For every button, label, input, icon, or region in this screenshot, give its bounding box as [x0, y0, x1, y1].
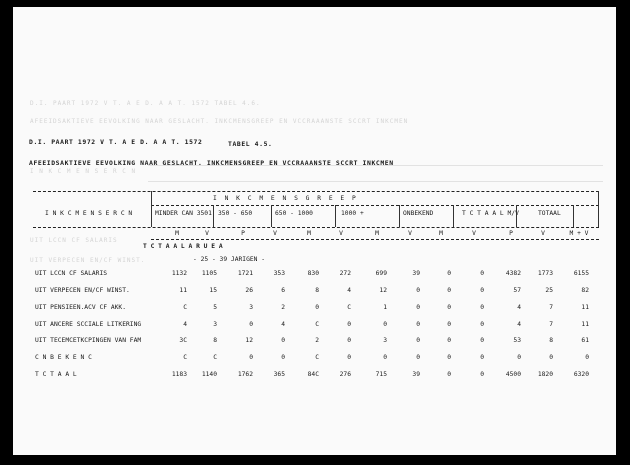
table-cell: 39: [412, 270, 420, 277]
table-cell: 7: [549, 321, 553, 328]
row-label: UIT TECEMCETKCPINGEN VAN FAM: [35, 337, 142, 344]
table-cell: 53: [513, 337, 521, 344]
table-cell: 0: [347, 337, 351, 344]
rule-sex: [151, 239, 599, 240]
table-cell: 0: [281, 337, 285, 344]
column-divider: [335, 205, 336, 227]
table-cell: 0: [447, 287, 451, 294]
table-cell: 2: [281, 304, 285, 311]
table-cell: 15: [209, 287, 217, 294]
sex-header: M + V: [569, 230, 589, 237]
table-cell: 0: [416, 304, 420, 311]
table-cell: C: [347, 304, 351, 311]
table-cell: 6320: [573, 371, 589, 378]
table-cell: 8: [315, 287, 319, 294]
table-label: TABEL 4.5.: [228, 140, 273, 148]
table-cell: 0: [447, 270, 451, 277]
sex-header: M: [307, 230, 311, 237]
table-cell: 61: [581, 337, 589, 344]
group-header: ONBEKEND: [403, 210, 434, 217]
row-label: C N B E K E N C: [35, 354, 92, 361]
age-group-label: - 25 - 39 JARIGEN -: [193, 256, 266, 263]
table-cell: 0: [347, 321, 351, 328]
row-label: T C T A A L: [35, 371, 77, 378]
table-cell: 4: [517, 304, 521, 311]
sex-header: P: [241, 230, 245, 237]
sex-header: M: [439, 230, 443, 237]
column-divider: [453, 205, 454, 227]
table-cell: 699: [375, 270, 387, 277]
table-cell: C: [183, 354, 187, 361]
group-header: T C T A A L M/V: [462, 210, 519, 217]
table-cell: 0: [480, 287, 484, 294]
table-cell: 0: [549, 354, 553, 361]
table-cell: 4: [183, 321, 187, 328]
table-cell: 0: [447, 354, 451, 361]
ghost-text: UIT LCCN CF SALARIS: [30, 237, 118, 244]
table-cell: 26: [245, 287, 253, 294]
table-cell: C: [183, 304, 187, 311]
table-cell: 0: [347, 354, 351, 361]
table-cell: 82: [581, 287, 589, 294]
table-cell: 0: [480, 371, 484, 378]
group-header: 350 - 650: [218, 210, 253, 217]
table-cell: 2: [315, 337, 319, 344]
table-cell: 1132: [171, 270, 187, 277]
table-cell: 5: [213, 304, 217, 311]
table-cell: 11: [581, 321, 589, 328]
table-cell: 1140: [201, 371, 217, 378]
table-cell: 0: [517, 354, 521, 361]
table-cell: 0: [480, 354, 484, 361]
table-cell: 0: [416, 287, 420, 294]
sex-header: V: [541, 230, 545, 237]
column-divider: [516, 205, 517, 227]
sex-header: V: [339, 230, 343, 237]
table-cell: 715: [375, 371, 387, 378]
row-label: UIT ANCERE SCCIALE LITKERING: [35, 321, 142, 328]
table-cell: 0: [315, 304, 319, 311]
table-cell: 84C: [307, 371, 319, 378]
table-cell: 0: [249, 321, 253, 328]
table-cell: 0: [249, 354, 253, 361]
row-label: UIT LCCN CF SALARIS: [35, 270, 108, 277]
table-cell: 365: [273, 371, 285, 378]
table-cell: 1762: [237, 371, 253, 378]
sex-header: V: [408, 230, 412, 237]
table-cell: 4382: [505, 270, 521, 277]
row-label: UIT VERPECEN EN/CF WINST.: [35, 287, 130, 294]
table-cell: 0: [480, 321, 484, 328]
sex-header: V: [472, 230, 476, 237]
table-cell: 0: [480, 304, 484, 311]
group-header: MINDER CAN 3501: [155, 210, 212, 217]
sex-header: V: [205, 230, 209, 237]
table-cell: 0: [585, 354, 589, 361]
row-header: I N K C M E N S E R C N: [45, 210, 133, 217]
table-cell: 3: [213, 321, 217, 328]
column-divider: [399, 205, 400, 227]
column-divider: [151, 191, 152, 227]
scanned-page: [13, 7, 616, 455]
table-cell: 3C: [179, 337, 187, 344]
table-cell: 11: [179, 287, 187, 294]
column-divider: [573, 205, 574, 227]
section-title: T C T A A L A R U E A: [143, 243, 223, 250]
column-divider: [271, 205, 272, 227]
table-subtitle: AFEEIDSAKTIEVE EEVOLKING NAAR GESLACHT. INKCMENSGREEP EN VCCRAAANSTE SCCRT INKCMEN: [29, 159, 394, 167]
sex-header: M: [375, 230, 379, 237]
table-cell: 0: [383, 321, 387, 328]
table-cell: 11: [581, 304, 589, 311]
table-cell: 353: [273, 270, 285, 277]
table-cell: 0: [383, 354, 387, 361]
table-cell: 0: [447, 371, 451, 378]
table-cell: 12: [245, 337, 253, 344]
table-cell: 1183: [171, 371, 187, 378]
rule-groups: [151, 205, 599, 206]
table-cell: 39: [412, 371, 420, 378]
table-cell: 1721: [237, 270, 253, 277]
table-cell: C: [315, 354, 319, 361]
table-cell: 0: [447, 304, 451, 311]
group-header: TOTAAL: [538, 210, 561, 217]
group-header: 1000 +: [341, 210, 364, 217]
table-cell: 12: [379, 287, 387, 294]
table-cell: 276: [339, 371, 351, 378]
table-cell: 0: [416, 337, 420, 344]
table-cell: 3: [383, 337, 387, 344]
table-cell: C: [213, 354, 217, 361]
table-cell: 8: [213, 337, 217, 344]
table-cell: 6155: [573, 270, 589, 277]
table-cell: 0: [480, 337, 484, 344]
table-cell: 1: [383, 304, 387, 311]
ghost-rule: [148, 181, 603, 182]
table-cell: 4500: [505, 371, 521, 378]
rule-top: [33, 191, 599, 192]
table-cell: 8: [549, 337, 553, 344]
table-cell: 4: [517, 321, 521, 328]
group-header: 650 - 1000: [275, 210, 313, 217]
table-cell: 272: [339, 270, 351, 277]
table-cell: 7: [549, 304, 553, 311]
column-divider: [598, 191, 599, 227]
ghost-text: I N K C M E N S E R C N: [30, 168, 137, 175]
sex-header: P: [509, 230, 513, 237]
table-cell: 1820: [537, 371, 553, 378]
table-cell: 0: [416, 321, 420, 328]
ghost-text: AFEEIDSAKTIEVE EEVOLKING NAAR GESLACHT. INKCMENSGREEP EN VCCRAAANSTE SCCRT INKCMEN: [30, 118, 409, 125]
source-line: D.I. PAART 1972 V T. A E D. A A T. 1572: [29, 138, 203, 146]
table-cell: 6: [281, 287, 285, 294]
column-divider: [213, 205, 214, 227]
ghost-text: D.I. PAART 1972 V T. A E D. A A T. 1572 TABEL 4.6.: [30, 100, 261, 107]
table-cell: 4: [281, 321, 285, 328]
table-cell: 3: [249, 304, 253, 311]
rule-header-bottom: [33, 227, 599, 228]
sex-header: M: [175, 230, 179, 237]
table-cell: 830: [307, 270, 319, 277]
table-cell: 1105: [201, 270, 217, 277]
row-label: UIT PENSIEEN.ACV CF AKK.: [35, 304, 126, 311]
table-cell: 0: [480, 270, 484, 277]
table-cell: 0: [281, 354, 285, 361]
table-cell: C: [315, 321, 319, 328]
table-cell: 1773: [537, 270, 553, 277]
group-title: I N K C M E N S G R E E P: [213, 195, 358, 202]
table-cell: 4: [347, 287, 351, 294]
table-cell: 57: [513, 287, 521, 294]
table-cell: 0: [447, 321, 451, 328]
table-cell: 0: [416, 354, 420, 361]
table-cell: 0: [447, 337, 451, 344]
sex-header: V: [273, 230, 277, 237]
table-cell: 25: [545, 287, 553, 294]
ghost-text: UIT VERPECEN EN/CF WINST.: [30, 257, 146, 264]
